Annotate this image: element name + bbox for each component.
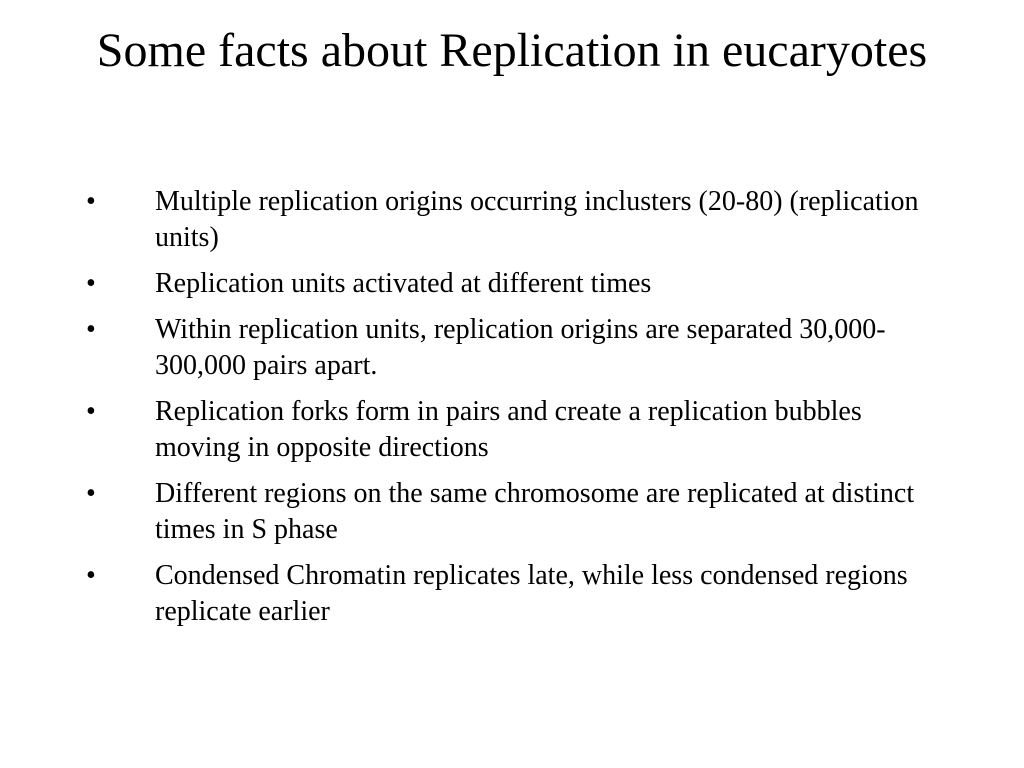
bullet-item-6: [0, 558, 1024, 630]
bullet-text: Condensed Chromatin replicates late, while less condensed regions replicate earlier: [155, 560, 908, 627]
bullet-icon: •: [86, 478, 96, 509]
slide-title: Some facts about Replication in eucaryotes: [96, 24, 928, 77]
bullet-text: Replication units activated at different times: [155, 268, 652, 299]
bullet-text: Within replication units, replication origins are separated 30,000-300,000 pairs apart.: [155, 314, 886, 381]
bullet-icon: •: [86, 560, 96, 591]
bullet-icon: •: [86, 186, 96, 217]
bullet-item-2: [0, 266, 1024, 302]
bullet-item-4: [0, 394, 1024, 466]
bullet-icon: •: [86, 314, 96, 345]
bullet-icon: •: [86, 396, 96, 427]
bullet-text: Different regions on the same chromosome are replicated at distinct times in S phase: [155, 478, 915, 545]
bullet-text: Multiple replication origins occurring inclusters (20-80) (replication units): [155, 186, 919, 253]
bullet-text: Replication forks form in pairs and create a replication bubbles moving in opposite directions: [155, 396, 862, 463]
bullet-list: [0, 184, 1024, 640]
bullet-item-5: [0, 476, 1024, 548]
bullet-icon: •: [86, 268, 96, 299]
bullet-item-1: [0, 184, 1024, 256]
bullet-item-3: [0, 312, 1024, 384]
